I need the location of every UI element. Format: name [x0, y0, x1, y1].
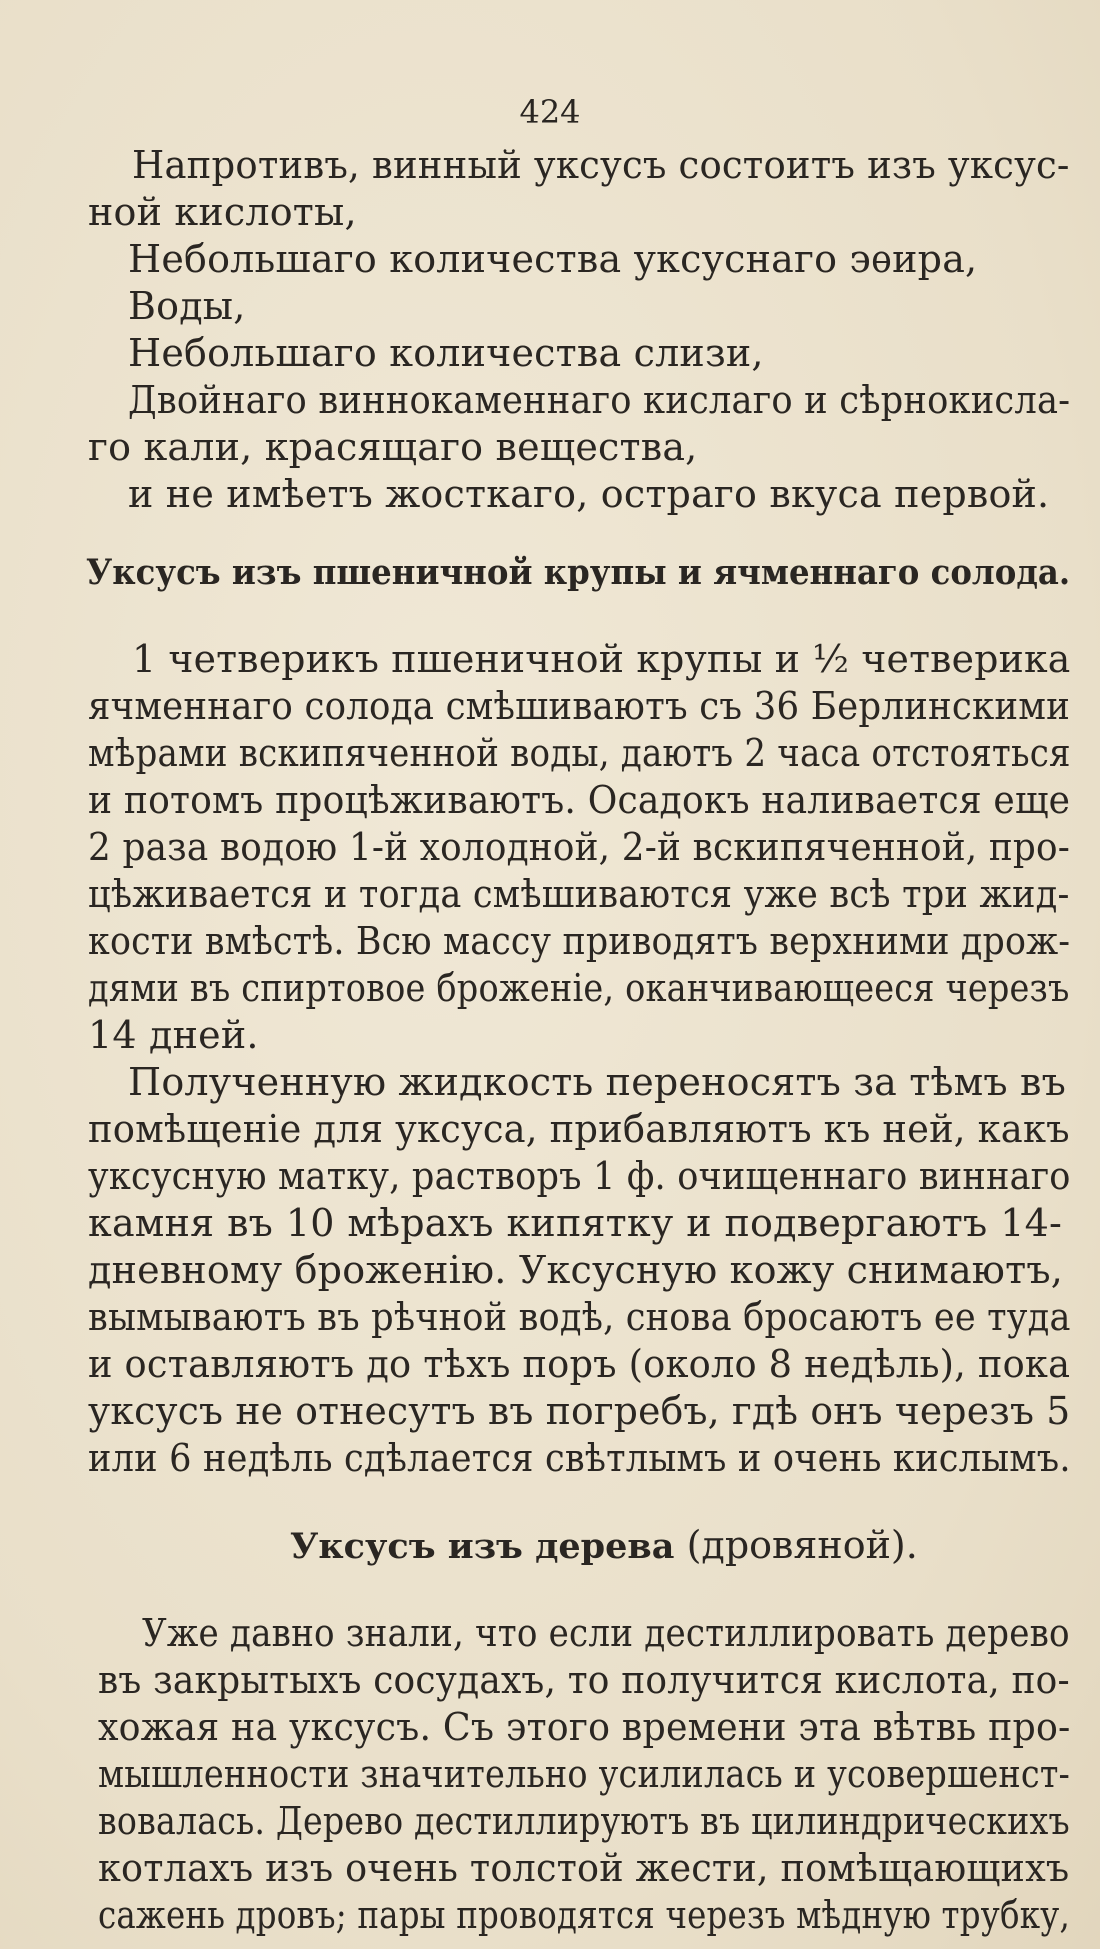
text-line: Уже давно знали, что если дестиллировать дерево	[142, 1611, 1070, 1655]
text-line: цѣживается и тогда смѣшиваются уже всѣ три жид-	[88, 872, 1070, 916]
text-line: кости вмѣстѣ. Всю массу приводятъ верхними дрож-	[88, 919, 1071, 963]
section-heading-subtitle: (дровяной).	[686, 1523, 918, 1567]
section-heading: Уксусъ изъ пшеничной крупы и ячменнаго солода.	[86, 552, 1071, 593]
section-heading-bold: Уксусъ изъ дерева	[290, 1526, 675, 1567]
text-line: вовалась. Дерево дестиллируютъ въ цилиндрическихъ	[98, 1799, 1070, 1843]
text-line: ячменнаго солода смѣшиваютъ съ 36 Берлинскими	[88, 684, 1071, 728]
text-line: 2 раза водою 1-й холодной, 2-й вскипяченной, про-	[88, 825, 1071, 869]
text-line: въ закрытыхъ сосудахъ, то получится кислота, по-	[98, 1658, 1070, 1702]
text-line: и оставляютъ до тѣхъ поръ (около 8 недѣль), пока	[88, 1342, 1071, 1386]
text-line: Небольшаго количества слизи,	[128, 331, 764, 375]
text-line: 14 дней.	[88, 1013, 259, 1057]
text-line: и потомъ процѣживаютъ. Осадокъ наливается еще	[88, 778, 1071, 822]
text-line: сажень дровъ; пары проводятся черезъ мѣдную трубку,	[98, 1893, 1070, 1937]
section-heading	[290, 1522, 918, 1570]
text-line: мѣрами вскипяченной воды, даютъ 2 часа отстояться	[88, 731, 1071, 775]
text-line: го кали, красящаго вещества,	[88, 425, 698, 469]
text-line: уксусъ не отнесутъ въ погребъ, гдѣ онъ черезъ 5	[88, 1389, 1071, 1433]
text-line: или 6 недѣль сдѣлается свѣтлымъ и очень кислымъ.	[88, 1436, 1071, 1480]
text-line: дями въ спиртовое броженіе, оканчивающееся черезъ	[88, 966, 1070, 1010]
text-line: Полученную жидкость переносятъ за тѣмъ въ	[128, 1060, 1067, 1104]
text-line: Небольшаго количества уксуснаго эѳира,	[128, 237, 978, 281]
text-line: вымываютъ въ рѣчной водѣ, снова бросаютъ ее туда	[88, 1295, 1071, 1339]
text-line: камня въ 10 мѣрахъ кипятку и подвергаютъ 14-	[88, 1201, 1062, 1245]
text-line: и не имѣетъ жосткаго, остраго вкуса первой.	[128, 472, 1050, 516]
text-line: мышленности значительно усилилась и усовершенст-	[98, 1752, 1071, 1796]
text-line: дневному броженію. Уксусную кожу снимаютъ,	[88, 1248, 1063, 1292]
text-line: уксусную матку, растворъ 1 ф. очищеннаго виннаго	[88, 1154, 1071, 1198]
page-number: 424	[519, 93, 581, 131]
text-line: 1 четверикъ пшеничной крупы и ½ четверика	[132, 637, 1071, 681]
text-line: Воды,	[128, 284, 246, 328]
text-line: Двойнаго виннокаменнаго кислаго и сѣрнокисла-	[128, 378, 1071, 422]
text-line: котлахъ изъ очень толстой жести, помѣщающихъ	[98, 1846, 1070, 1890]
text-line: Напротивъ, винный уксусъ состоитъ изъ уксус-	[132, 143, 1070, 187]
text-line: хожая на уксусъ. Съ этого времени эта вѣтвь про-	[98, 1705, 1071, 1749]
text-line: ной кислоты,	[88, 190, 357, 234]
text-line: помѣщеніе для уксуса, прибавляютъ къ ней, какъ	[88, 1107, 1070, 1151]
